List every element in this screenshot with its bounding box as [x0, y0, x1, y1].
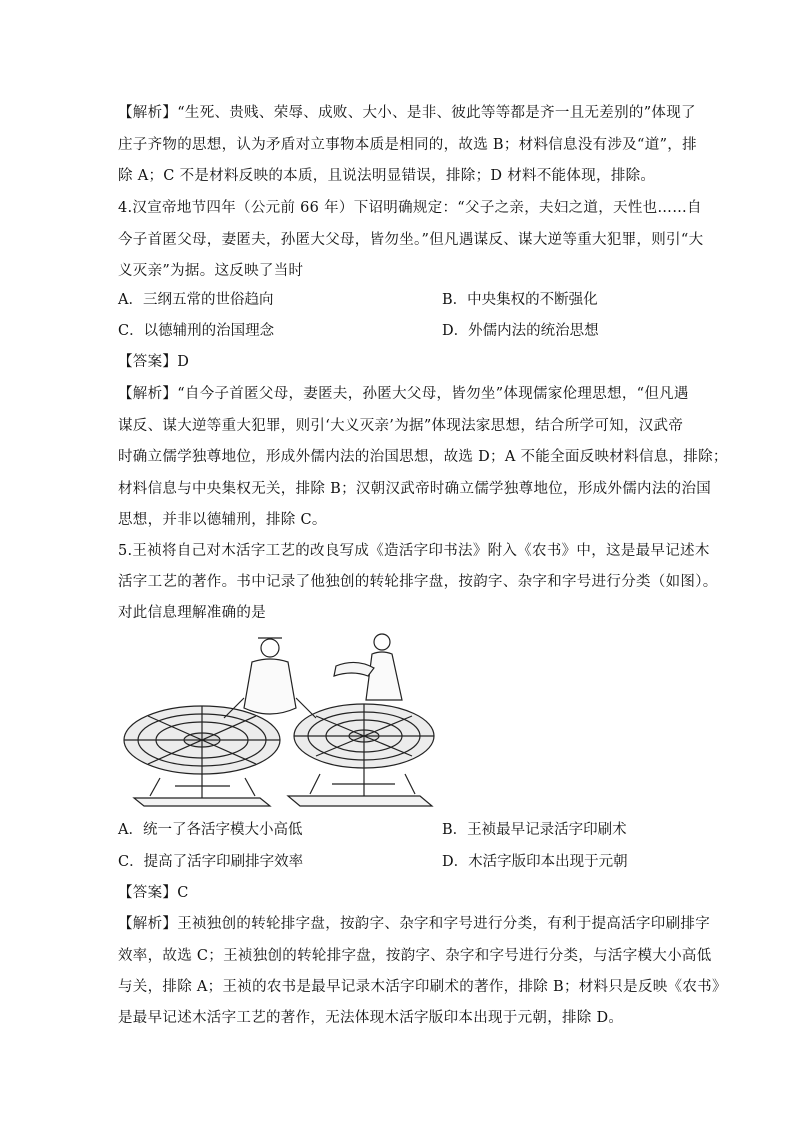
q5-answer: 【答案】C — [118, 885, 189, 901]
q4-option-c: C．以德辅刑的治国理念 — [118, 323, 275, 339]
q4-option-b: B．中央集权的不断强化 — [442, 292, 598, 308]
q4-option-a: A．三纲五常的世俗趋向 — [118, 292, 274, 308]
q5-analysis-line: 效率，故选 C；王祯独创的转轮排字盘，按韵字、杂字和字号进行分类，与活字模大小高低 — [118, 948, 712, 964]
q4-answer: 【答案】D — [118, 354, 190, 370]
q4-option-d: D．外儒内法的统治思想 — [442, 323, 599, 339]
q4-analysis-line: 【解析】“自今子首匿父母，妻匿夫，孙匿大父母，皆勿坐”体现儒家伦理思想，“但凡遇 — [118, 386, 689, 402]
q4-stem-line: 今子首匿父母，妻匿夫，孙匿大父母，皆勿坐。”但凡遇谋反、谋大逆等重大犯罪，则引“大 — [118, 232, 704, 248]
q3-analysis-line: 庄子齐物的思想，认为矛盾对立事物本质是相同的，故选 B；材料信息没有涉及“道”，排 — [118, 137, 697, 153]
q5-option-a: A．统一了各活字模大小高低 — [118, 822, 303, 838]
q3-analysis-line: 除 A；C 不是材料反映的本质，且说法明显错误，排除；D 材料不能体现，排除。 — [118, 168, 656, 184]
q5-option-d: D．木活字版印本出现于元朝 — [442, 854, 628, 870]
q5-option-c: C．提高了活字印刷排字效率 — [118, 854, 304, 870]
q5-stem-line: 活字工艺的著作。书中记录了他独创的转轮排字盘，按韵字、杂字和字号进行分类（如图）。 — [118, 574, 718, 590]
q4-stem-line: 义灭亲”为据。这反映了当时 — [118, 263, 304, 279]
q5-option-b: B．王祯最早记录活字印刷术 — [442, 822, 627, 838]
q5-stem-line: 对此信息理解准确的是 — [118, 605, 266, 621]
q5-analysis-line: 【解析】王祯独创的转轮排字盘，按韵字、杂字和字号进行分类，有利于提高活字印刷排字 — [118, 916, 710, 932]
q4-analysis-line: 谋反、谋大逆等重大犯罪，则引‘大义灭亲’为据”体现法家思想，结合所学可知，汉武帝 — [118, 418, 684, 434]
q4-stem-line: 4.汉宣帝地节四年（公元前 66 年）下诏明确规定：“父子之亲，夫妇之道，天性也……自 — [118, 200, 702, 216]
q3-analysis-line: 【解析】“生死、贵贱、荣辱、成败、大小、是非、彼此等等都是齐一且无差别的”体现了 — [118, 105, 696, 121]
q4-analysis-line: 思想，并非以德辅刑，排除 C。 — [118, 512, 327, 528]
q4-analysis-line: 材料信息与中央集权无关，排除 B；汉朝汉武帝时确立儒学独尊地位，形成外儒内法的治国 — [118, 481, 712, 497]
q5-stem-line: 5.王祯将自己对木活字工艺的改良写成《造活字印书法》附入《农书》中，这是最早记述木 — [118, 543, 710, 559]
q4-analysis-line: 时确立儒学独尊地位，形成外儒内法的治国思想，故选 D；A 不能全面反映材料信息，排除； — [118, 449, 728, 465]
rotating-type-table-illustration — [120, 628, 438, 812]
q5-analysis-line: 与关，排除 A；王祯的农书是最早记录木活字印刷术的著作，排除 B；材料只是反映《农书》 — [118, 979, 727, 995]
q5-analysis-line: 是最早记述木活字工艺的著作，无法体现木活字版印本出现于元朝，排除 D。 — [118, 1010, 624, 1026]
